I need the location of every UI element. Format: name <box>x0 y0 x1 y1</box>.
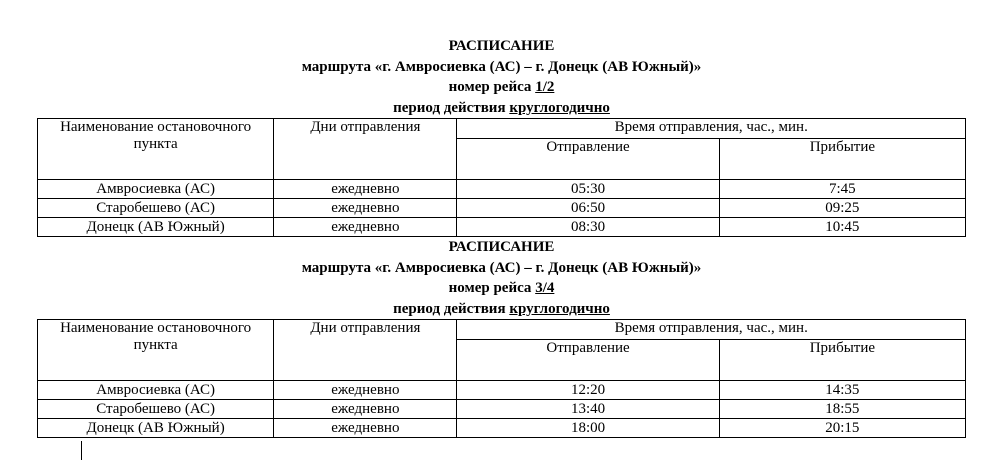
trip-number-line <box>37 278 966 299</box>
trip-label: номер рейса <box>448 280 536 296</box>
schedule-block-1 <box>37 36 966 237</box>
text-cursor[interactable] <box>81 441 82 460</box>
cell-stop: Старобешево (АС) <box>38 199 274 218</box>
header-departure: Отправление <box>457 340 719 381</box>
cell-stop: Амвросиевка (АС) <box>38 381 274 400</box>
cell-departure: 13:40 <box>457 400 719 419</box>
period-value: круглогодично <box>509 300 610 317</box>
cell-days: ежедневно <box>274 381 457 400</box>
period-label: период действия <box>393 99 510 116</box>
trip-number: 3/4 <box>535 280 555 296</box>
cell-days: ежедневно <box>274 180 457 199</box>
header-departure-days: Дни отправления <box>274 119 457 180</box>
schedule-title: РАСПИСАНИЕ <box>448 239 555 255</box>
schedule-table <box>37 118 966 237</box>
cell-days: ежедневно <box>274 419 457 438</box>
header-stop-name: Наименование остановочного пункта <box>38 320 274 381</box>
table-row <box>38 218 966 237</box>
cell-arrival: 14:35 <box>719 381 965 400</box>
header-departure-days: Дни отправления <box>274 320 457 381</box>
cell-departure: 18:00 <box>457 419 719 438</box>
table-row <box>38 419 966 438</box>
period-line <box>37 299 966 320</box>
cell-days: ежедневно <box>274 199 457 218</box>
schedule-title: РАСПИСАНИЕ <box>448 38 555 54</box>
route-line: маршрута «г. Амвросиевка (АС) – г. Донецк (АВ Южный)» <box>301 259 702 276</box>
cell-days: ежедневно <box>274 400 457 419</box>
table-row <box>38 400 966 419</box>
header-stop-name: Наименование остановочного пункта <box>38 119 274 180</box>
cell-departure: 05:30 <box>457 180 719 199</box>
cell-stop: Амвросиевка (АС) <box>38 180 274 199</box>
period-label: период действия <box>393 300 510 317</box>
schedule-table <box>37 319 966 438</box>
cell-arrival: 10:45 <box>719 218 965 237</box>
cell-departure: 12:20 <box>457 381 719 400</box>
trip-label: номер рейса <box>448 79 536 95</box>
cell-arrival: 18:55 <box>719 400 965 419</box>
header-arrival: Прибытие <box>719 340 965 381</box>
table-row <box>38 199 966 218</box>
cell-departure: 08:30 <box>457 218 719 237</box>
table-row <box>38 381 966 400</box>
route-line: маршрута «г. Амвросиевка (АС) – г. Донецк (АВ Южный)» <box>301 58 702 75</box>
cell-stop: Донецк (АВ Южный) <box>38 419 274 438</box>
table-row <box>38 180 966 199</box>
cell-arrival: 20:15 <box>719 419 965 438</box>
header-arrival: Прибытие <box>719 139 965 180</box>
trip-number-line <box>37 77 966 98</box>
cell-departure: 06:50 <box>457 199 719 218</box>
cell-arrival: 09:25 <box>719 199 965 218</box>
cell-stop: Донецк (АВ Южный) <box>38 218 274 237</box>
cell-stop: Старобешево (АС) <box>38 400 274 419</box>
header-departure-time: Время отправления, час., мин. <box>457 119 966 139</box>
header-departure: Отправление <box>457 139 719 180</box>
schedule-block-2 <box>37 237 966 438</box>
header-departure-time: Время отправления, час., мин. <box>457 320 966 340</box>
period-value: круглогодично <box>509 99 610 116</box>
cell-arrival: 7:45 <box>719 180 965 199</box>
period-line <box>37 98 966 119</box>
trip-number: 1/2 <box>535 79 555 95</box>
cell-days: ежедневно <box>274 218 457 237</box>
